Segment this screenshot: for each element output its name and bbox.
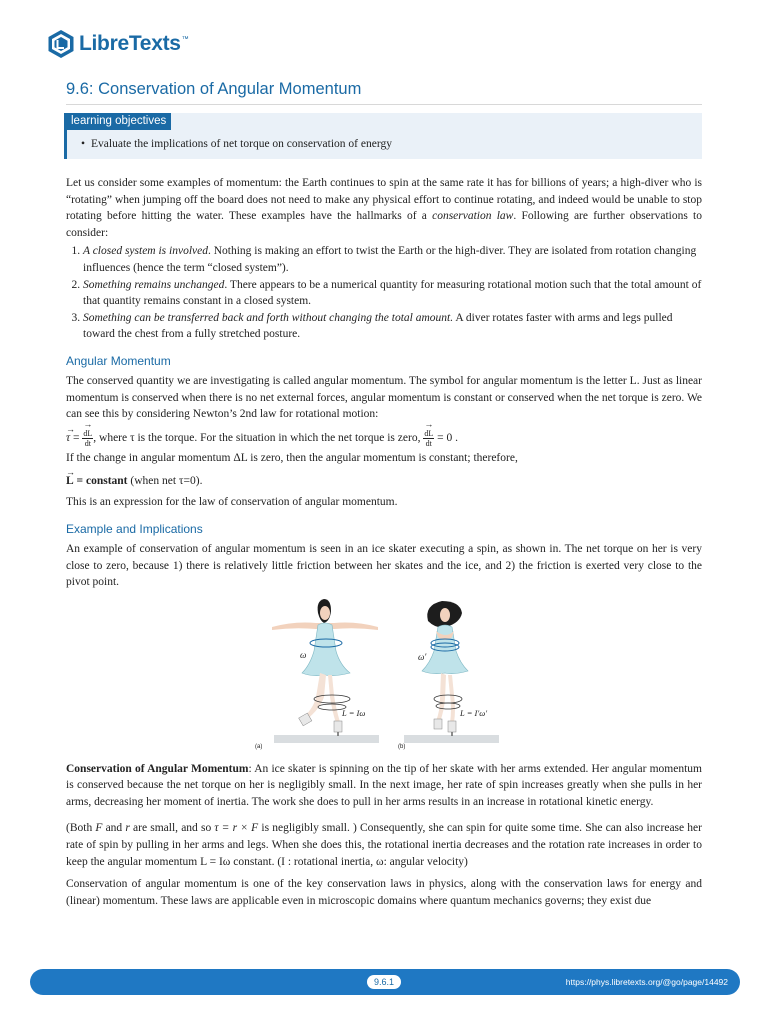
fraction-dl-dt: [82, 429, 93, 448]
tau-vector: → τ: [66, 429, 70, 447]
ice-skater-illustration: [255, 599, 504, 750]
torque-text-b: are small, and so: [129, 822, 215, 835]
constant-tail: (when net τ=0).: [127, 475, 203, 488]
fraction-numerator: → dL: [424, 429, 433, 438]
page-footer: [30, 969, 740, 995]
change-paragraph: If the change in angular momentum ΔL is zero, then the angular momentum is constant; therefore,: [66, 451, 518, 464]
list-item-emphasis: Something remains unchanged: [83, 278, 225, 291]
list-item-emphasis: Something can be transferred back and forth without changing the total amount.: [83, 311, 454, 324]
intro-emphasis: conservation law: [432, 210, 514, 223]
cross-product-equation: τ = r × F: [214, 822, 259, 835]
list-item-text: . Nothing is making an effort to twist the Earth or the high-diver. They are isolated from rotation changing influences (hence the term “closed system”).: [83, 245, 697, 274]
var-f: F: [95, 822, 103, 835]
law-paragraph: This is an expression for the law of conservation of angular momentum.: [66, 496, 398, 509]
torque-text-and: and: [102, 822, 126, 835]
list-item: [83, 310, 702, 343]
list-item: [83, 277, 702, 310]
libretexts-logo[interactable]: [46, 26, 189, 62]
objective-item: • Evaluate the implications of net torque on conservation of energy: [81, 137, 392, 151]
torque-text-d: constant. (I : rotational inertia, ω: angular velocity): [230, 855, 468, 868]
angular-paragraph: The conserved quantity we are investigating is called angular momentum. The symbol for angular momentum is the letter L. Just as linear momentum is conserved when there is no net external forces, angular momentum is constant or conserved when the net torque is zero. We can see this by considering Newton’s 2nd law for rotational motion:: [66, 374, 702, 421]
page-number-badge: 9.6.1: [367, 975, 401, 989]
list-item-text: A diver rotates faster with arms and legs pulled toward the chest from a fully stretched posture.: [83, 311, 673, 341]
example-paragraph: An example of conservation of angular momentum is seen in an ice skater executing a spin, as shown in. The net torque on her is very close to zero, because 1) there is relatively little friction between her skates and the ice, and 2) the friction is exerted very close to the pivot point.: [66, 542, 702, 589]
eq-equals: =: [70, 431, 83, 444]
page-url-link[interactable]: https://phys.libretexts.org/@go/page/14492: [565, 977, 728, 987]
equation-torque: [66, 429, 702, 448]
learning-objectives-list: [81, 137, 392, 151]
caption-title: Conservation of Angular Momentum: [66, 762, 249, 775]
article-content: [66, 78, 702, 909]
list-item: [83, 243, 702, 276]
figure-label-b: (b): [398, 743, 406, 750]
observations-list: [66, 243, 702, 343]
eq-mid-text: , where τ is the torque. For the situation in which the net torque is zero,: [93, 431, 421, 444]
eq-end-text: = 0 .: [434, 431, 458, 444]
ice-skater-figure: [255, 599, 504, 750]
fraction-denominator: dt: [425, 438, 432, 448]
torque-text-a: (Both: [66, 822, 96, 835]
list-item-text: . There appears to be a numerical quantity for measuring rotational motion such that the total amount of that quantity remains constant in a closed system.: [83, 278, 702, 308]
intro-text-b: . Following are further observations to consider:: [66, 210, 702, 239]
l-vector: → L: [66, 472, 74, 490]
equation-constant: [66, 472, 702, 490]
intro-text-a: Let us consider some examples of momentum: the Earth continues to spin at the same rate it has for billions of years; a high-diver who is “rotating” when jumping off the board does not need to make any physical effort to continue rotating, and indeed would be unable to stop rotating before hitting the water. These examples have the hallmarks of a: [66, 177, 702, 223]
torque-text-c: is negligibly small. ) Consequently, she can spin for quite some time. She can also increase her rate of spin by pulling in her arms and legs. When she does this, the rotational inertia decreases and the rotation rate increases in order to keep the angular momentum: [66, 822, 702, 868]
figure-caption: [66, 761, 702, 811]
intro-paragraph: [66, 175, 702, 241]
logo-text: LibreTexts: [79, 32, 181, 55]
momentum-label-b: L = I′ω′: [460, 707, 488, 718]
libretexts-logo-icon: [46, 29, 76, 59]
fraction-numerator: → dL: [83, 429, 92, 438]
conservation-laws-paragraph: Conservation of angular momentum is one of the key conservation laws in physics, along with the conservation laws for energy and (linear) momentum. These laws are applicable even in microscopic domains where quantum mechanics governs; they exist due: [66, 878, 702, 907]
caption-text: : An ice skater is spinning on the tip of her skate with her arms extended. Her angular momentum is conserved because the net torque on her is negligibly small. In the next image, her rate of spin increases greatly when she pulls in her arms, decreasing her moment of inertia. The work she does to pull in her arms results in an increase in rotational kinetic energy.: [66, 762, 702, 808]
var-r: r: [125, 822, 130, 835]
omega-label-a: ω: [300, 649, 307, 660]
constant-text: = constant: [73, 475, 128, 488]
page-title: 9.6: Conservation of Angular Momentum: [66, 78, 702, 105]
logo-trademark: ™: [181, 35, 189, 43]
momentum-label-a: L = Iω: [342, 707, 366, 718]
momentum-equation: L = Iω: [200, 855, 231, 868]
section-heading-angular-momentum: Angular Momentum: [66, 353, 171, 368]
learning-objectives-label: learning objectives: [67, 113, 171, 130]
learning-objectives-box: [64, 113, 702, 159]
fraction-denominator: dt: [84, 438, 91, 448]
figure-label-a: (a): [255, 743, 263, 750]
list-item-emphasis: A closed system is involved: [83, 245, 208, 258]
torque-paragraph: [66, 820, 702, 870]
omega-label-b: ω′: [418, 651, 427, 662]
fraction-dl-dt-zero: [423, 429, 434, 448]
section-heading-example: Example and Implications: [66, 521, 203, 536]
